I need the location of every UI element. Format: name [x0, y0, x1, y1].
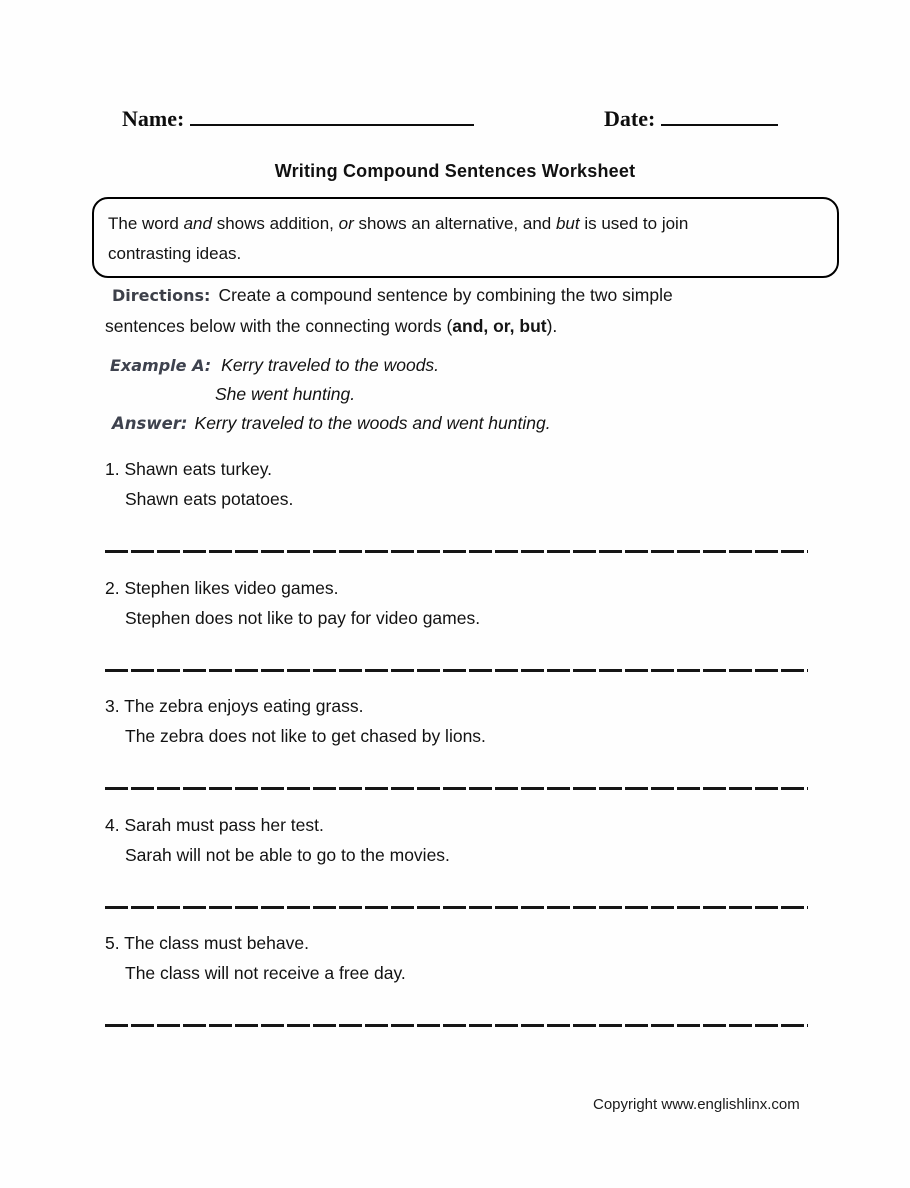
- info-text: The word: [108, 214, 184, 233]
- directions-text: ).: [546, 316, 558, 336]
- item-number: 4.: [105, 815, 120, 835]
- example-label: Example A:: [110, 356, 212, 375]
- example-section: [110, 351, 810, 438]
- sentence-text: Sarah must pass her test.: [124, 815, 324, 835]
- info-box-line2: contrasting ideas.: [108, 244, 242, 263]
- sentence-text: The zebra enjoys eating grass.: [124, 696, 364, 716]
- sentence-text: The class must behave.: [124, 933, 309, 953]
- worksheet-item: [105, 455, 811, 553]
- item-sentence1: [105, 929, 811, 959]
- page-title: Writing Compound Sentences Worksheet: [274, 161, 636, 181]
- worksheet-item: [105, 929, 811, 1027]
- name-field-row: [122, 104, 474, 132]
- example-row2: [215, 380, 810, 409]
- date-blank-line: [661, 104, 778, 126]
- sentence-text: Shawn eats turkey.: [124, 459, 273, 479]
- directions-connecting-words: and, or, but: [452, 316, 547, 336]
- item-number: 1.: [105, 459, 120, 479]
- directions-section: [105, 280, 815, 341]
- item-number: 3.: [105, 696, 120, 716]
- example-row1: [110, 351, 810, 380]
- item-sentence2: Shawn eats potatoes.: [125, 488, 294, 509]
- directions-text: Create a compound sentence by combining the two simple: [218, 285, 673, 305]
- worksheet-item: [105, 811, 811, 909]
- date-field-row: [604, 104, 778, 132]
- info-word-but: but: [555, 214, 580, 233]
- answer-row: [110, 409, 810, 438]
- answer-blank-line: [105, 906, 808, 909]
- item-sentence2: The zebra does not like to get chased by lions.: [125, 725, 486, 746]
- info-text: is used to join: [579, 214, 689, 233]
- item-number: 2.: [105, 578, 120, 598]
- directions-label: Directions:: [112, 286, 211, 305]
- item-sentence1: [105, 692, 811, 722]
- worksheet-item: [105, 692, 811, 790]
- copyright-text: Copyright www.englishlinx.com: [593, 1096, 800, 1113]
- answer-blank-line: [105, 669, 808, 672]
- item-number: 5.: [105, 933, 120, 953]
- worksheet-item: [105, 574, 811, 672]
- example-sentence1: Kerry traveled to the woods.: [221, 355, 440, 375]
- item-sentence2: The class will not receive a free day.: [125, 962, 406, 983]
- item-sentence2: Stephen does not like to pay for video games.: [125, 607, 481, 628]
- info-word-and: and: [183, 214, 212, 233]
- answer-blank-line: [105, 550, 808, 553]
- item-sentence1: [105, 811, 811, 841]
- info-word-or: or: [338, 214, 354, 233]
- directions-line1: [105, 280, 815, 311]
- sentence-text: Stephen likes video games.: [124, 578, 339, 598]
- name-blank-line: [190, 104, 474, 126]
- item-sentence2: Sarah will not be able to go to the movies.: [125, 844, 450, 865]
- info-text: shows an alternative, and: [353, 214, 556, 233]
- concept-info-box: [92, 197, 839, 278]
- name-label: Name:: [122, 106, 185, 131]
- answer-blank-line: [105, 1024, 808, 1027]
- info-text: shows addition,: [211, 214, 339, 233]
- info-box-line1: [108, 209, 821, 239]
- directions-line2: [105, 311, 815, 341]
- answer-text: Kerry traveled to the woods and went hunting.: [194, 413, 551, 433]
- item-sentence1: [105, 455, 811, 485]
- date-label: Date:: [604, 106, 656, 131]
- answer-blank-line: [105, 787, 808, 790]
- item-sentence1: [105, 574, 811, 604]
- directions-text: sentences below with the connecting words (: [105, 316, 453, 336]
- example-sentence2: She went hunting.: [215, 384, 356, 404]
- answer-label: Answer:: [112, 414, 188, 433]
